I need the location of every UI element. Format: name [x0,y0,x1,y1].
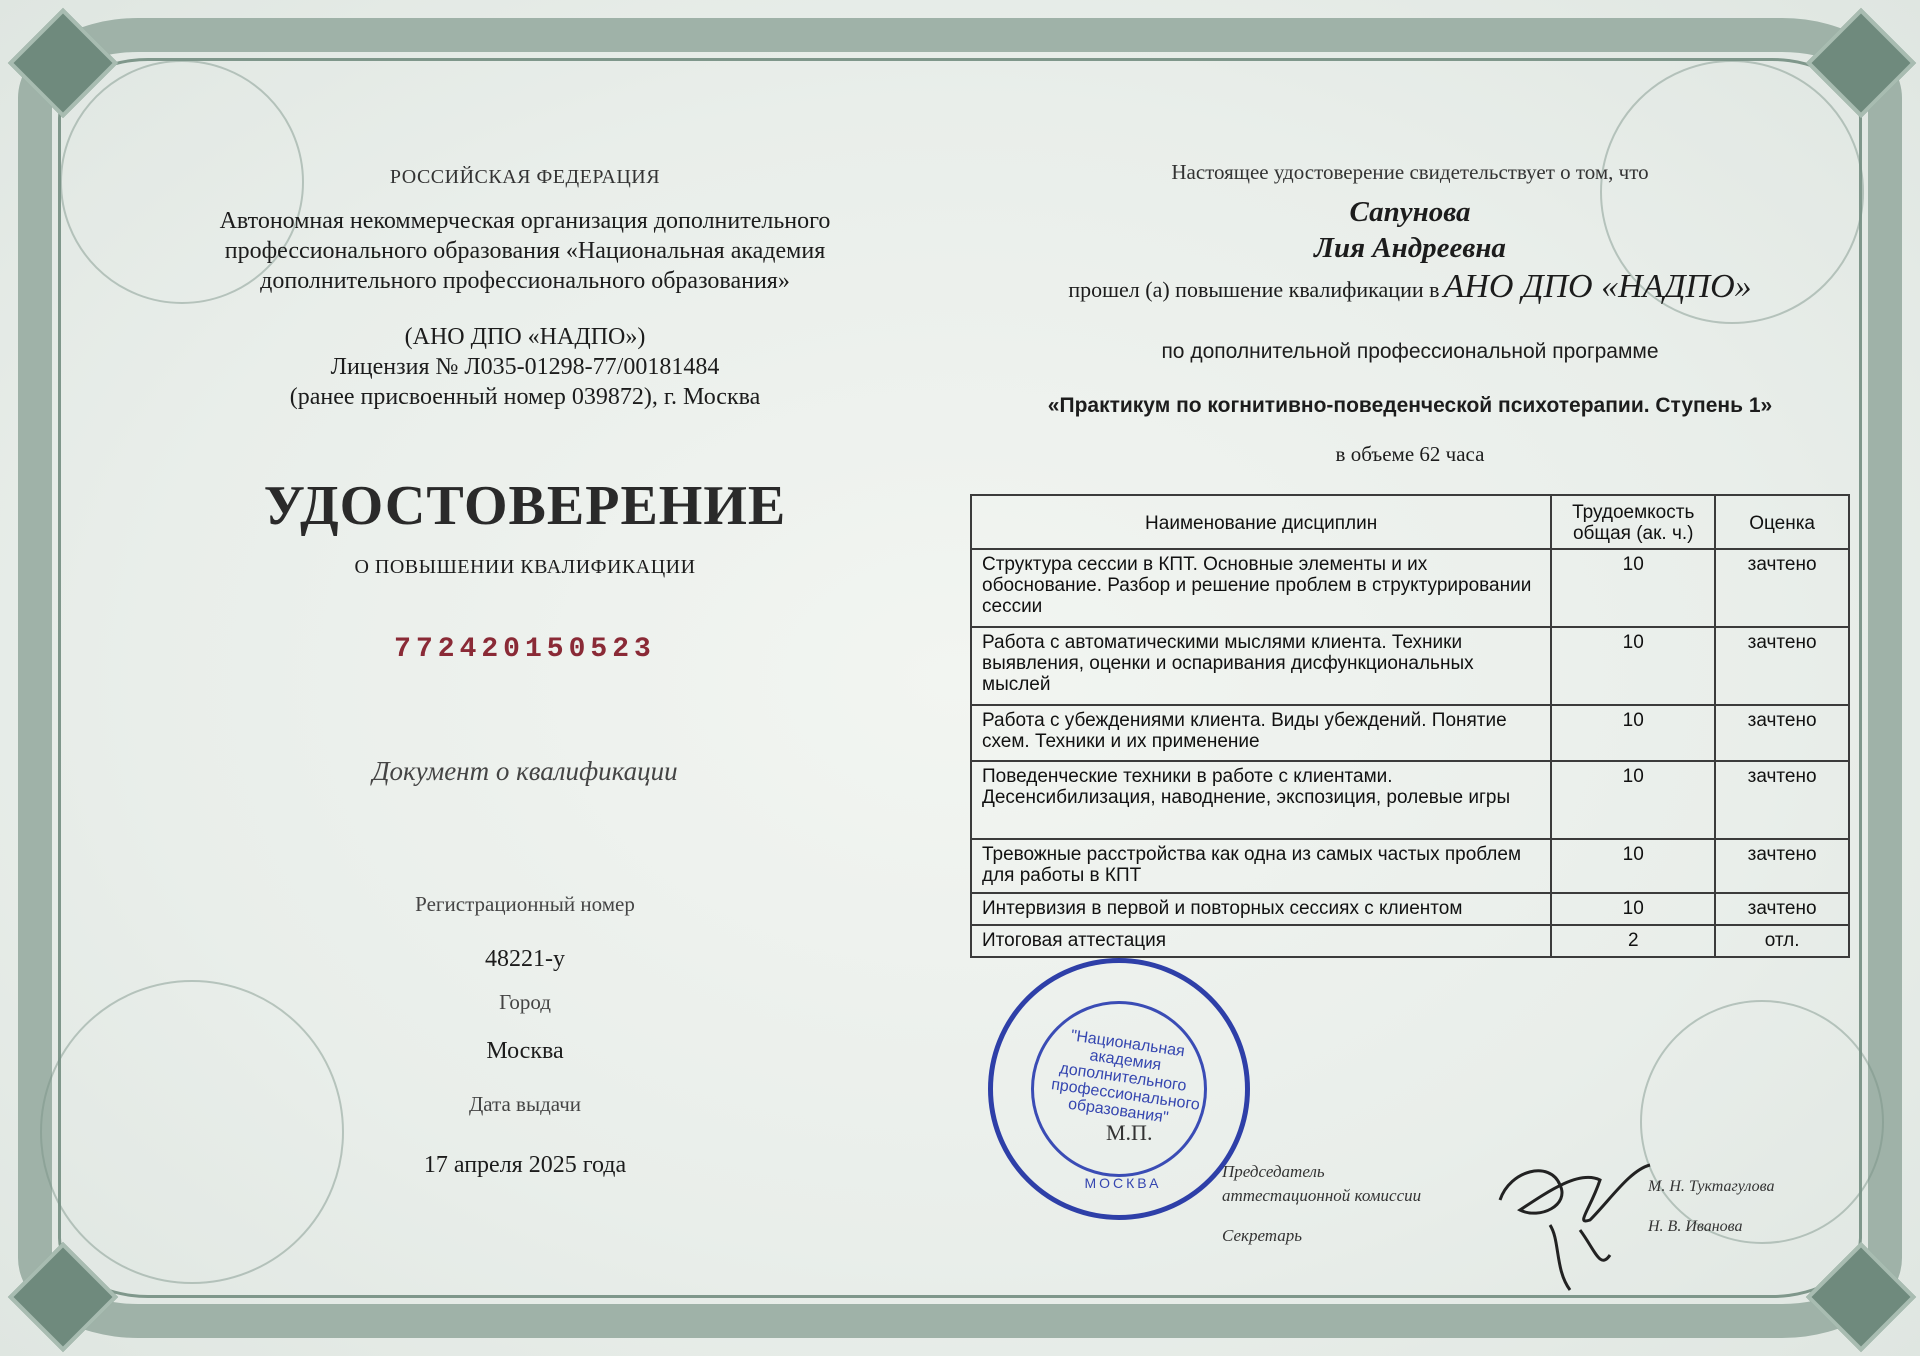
chair-title [1222,1160,1421,1208]
discipline-name: Структура сессии в КПТ. Основные элементы и их обоснование. Разбор и решение проблем в структурировании сессии [971,549,1551,627]
discipline-hours: 10 [1551,549,1715,627]
completion-line [960,268,1860,306]
program-volume: в объеме 62 часа [1335,442,1485,466]
org-name-line: Автономная некоммерческая организация дополнительного [219,208,831,234]
discipline-name: Итоговая аттестация [971,925,1551,957]
chair-name: М. Н. Туктагулова [1648,1178,1775,1195]
org-abbreviation: (АНО ДПО «НАДПО») [404,324,646,350]
discipline-grade: зачтено [1715,893,1849,925]
issue-date: 17 апреля 2025 года [423,1152,627,1178]
secretary-name: Н. В. Иванова [1648,1218,1743,1235]
document-type: Документ о квалификации [372,756,678,786]
discipline-grade: зачтено [1715,839,1849,893]
program-label: по дополнительной профессиональной программе [1161,340,1659,363]
discipline-grade: зачтено [1715,549,1849,627]
intro-text: Настоящее удостоверение свидетельствует о том, что [1171,160,1649,184]
registration-label: Регистрационный номер [415,892,635,916]
serial-number: 772420150523 [394,634,656,665]
license-previous: (ранее присвоенный номер 039872), г. Москва [289,384,761,410]
discipline-hours: 10 [1551,705,1715,761]
official-seal [988,958,1250,1220]
table-header: Наименование дисциплин [971,495,1551,549]
table-header-row [971,495,1849,549]
discipline-hours: 10 [1551,627,1715,705]
discipline-hours: 10 [1551,839,1715,893]
license-block [160,322,890,412]
discipline-grade: зачтено [1715,761,1849,839]
discipline-name: Тревожные расстройства как одна из самых частых проблем для работы в КПТ [971,839,1551,893]
table-row [971,893,1849,925]
org-name [160,206,890,296]
document-title: УДОСТОВЕРЕНИЕ [263,475,787,537]
discipline-hours: 10 [1551,893,1715,925]
city-value: Москва [486,1038,564,1064]
guilloche-ornament [40,980,344,1284]
chair-title-line: Председатель [1222,1162,1325,1181]
signature-icon [1480,1130,1680,1300]
document-subtitle: О ПОВЫШЕНИИ КВАЛИФИКАЦИИ [354,556,696,578]
license-number: Лицензия № Л035-01298-77/00181484 [330,354,720,380]
disciplines-table [970,494,1850,958]
registration-number: 48221-у [485,946,565,972]
discipline-name: Работа с убеждениями клиента. Виды убеждений. Понятие схем. Техники и их применение [971,705,1551,761]
secretary-label: Секретарь [1222,1226,1302,1245]
holder-surname: Сапунова [1349,196,1471,228]
completion-prefix: прошел (а) повышение квалификации в [1068,277,1440,302]
issue-date-label: Дата выдачи [468,1092,582,1116]
program-title: «Практикум по когнитивно-поведенческой психотерапии. Ступень 1» [1047,394,1773,417]
table-header: Оценка [1715,495,1849,549]
table-row [971,925,1849,957]
seal-city: МОСКВА [1084,1175,1162,1191]
table-row [971,705,1849,761]
seal-place-label: М.П. [1106,1120,1153,1145]
org-name-line: профессионального образования «Национальная академия [224,238,826,264]
seal-text: "Национальная академия дополнительного профессионального образования" [1050,1027,1201,1127]
table-header: Трудоемкость общая (ак. ч.) [1551,495,1715,549]
table-row [971,761,1849,839]
discipline-name: Работа с автоматическими мыслями клиента. Техники выявления, оценки и оспаривания дисфункциональных мыслей [971,627,1551,705]
chair-title-line: аттестационной комиссии [1222,1186,1422,1205]
discipline-name: Поведенческие техники в работе с клиентами. Десенсибилизация, наводнение, экспозиция, ролевые игры [971,761,1551,839]
discipline-hours: 10 [1551,761,1715,839]
holder-given-names: Лия Андреевна [1314,232,1506,264]
country-label: РОССИЙСКАЯ ФЕДЕРАЦИЯ [389,166,661,188]
discipline-grade: зачтено [1715,705,1849,761]
table-row [971,627,1849,705]
discipline-grade: зачтено [1715,627,1849,705]
discipline-grade: отл. [1715,925,1849,957]
org-name-line: дополнительного профессионального образования» [260,268,790,294]
table-row [971,839,1849,893]
city-label: Город [499,990,551,1014]
table-row [971,549,1849,627]
completion-org: АНО ДПО «НАДПО» [1443,268,1752,305]
discipline-name: Интервизия в первой и повторных сессиях с клиентом [971,893,1551,925]
discipline-hours: 2 [1551,925,1715,957]
